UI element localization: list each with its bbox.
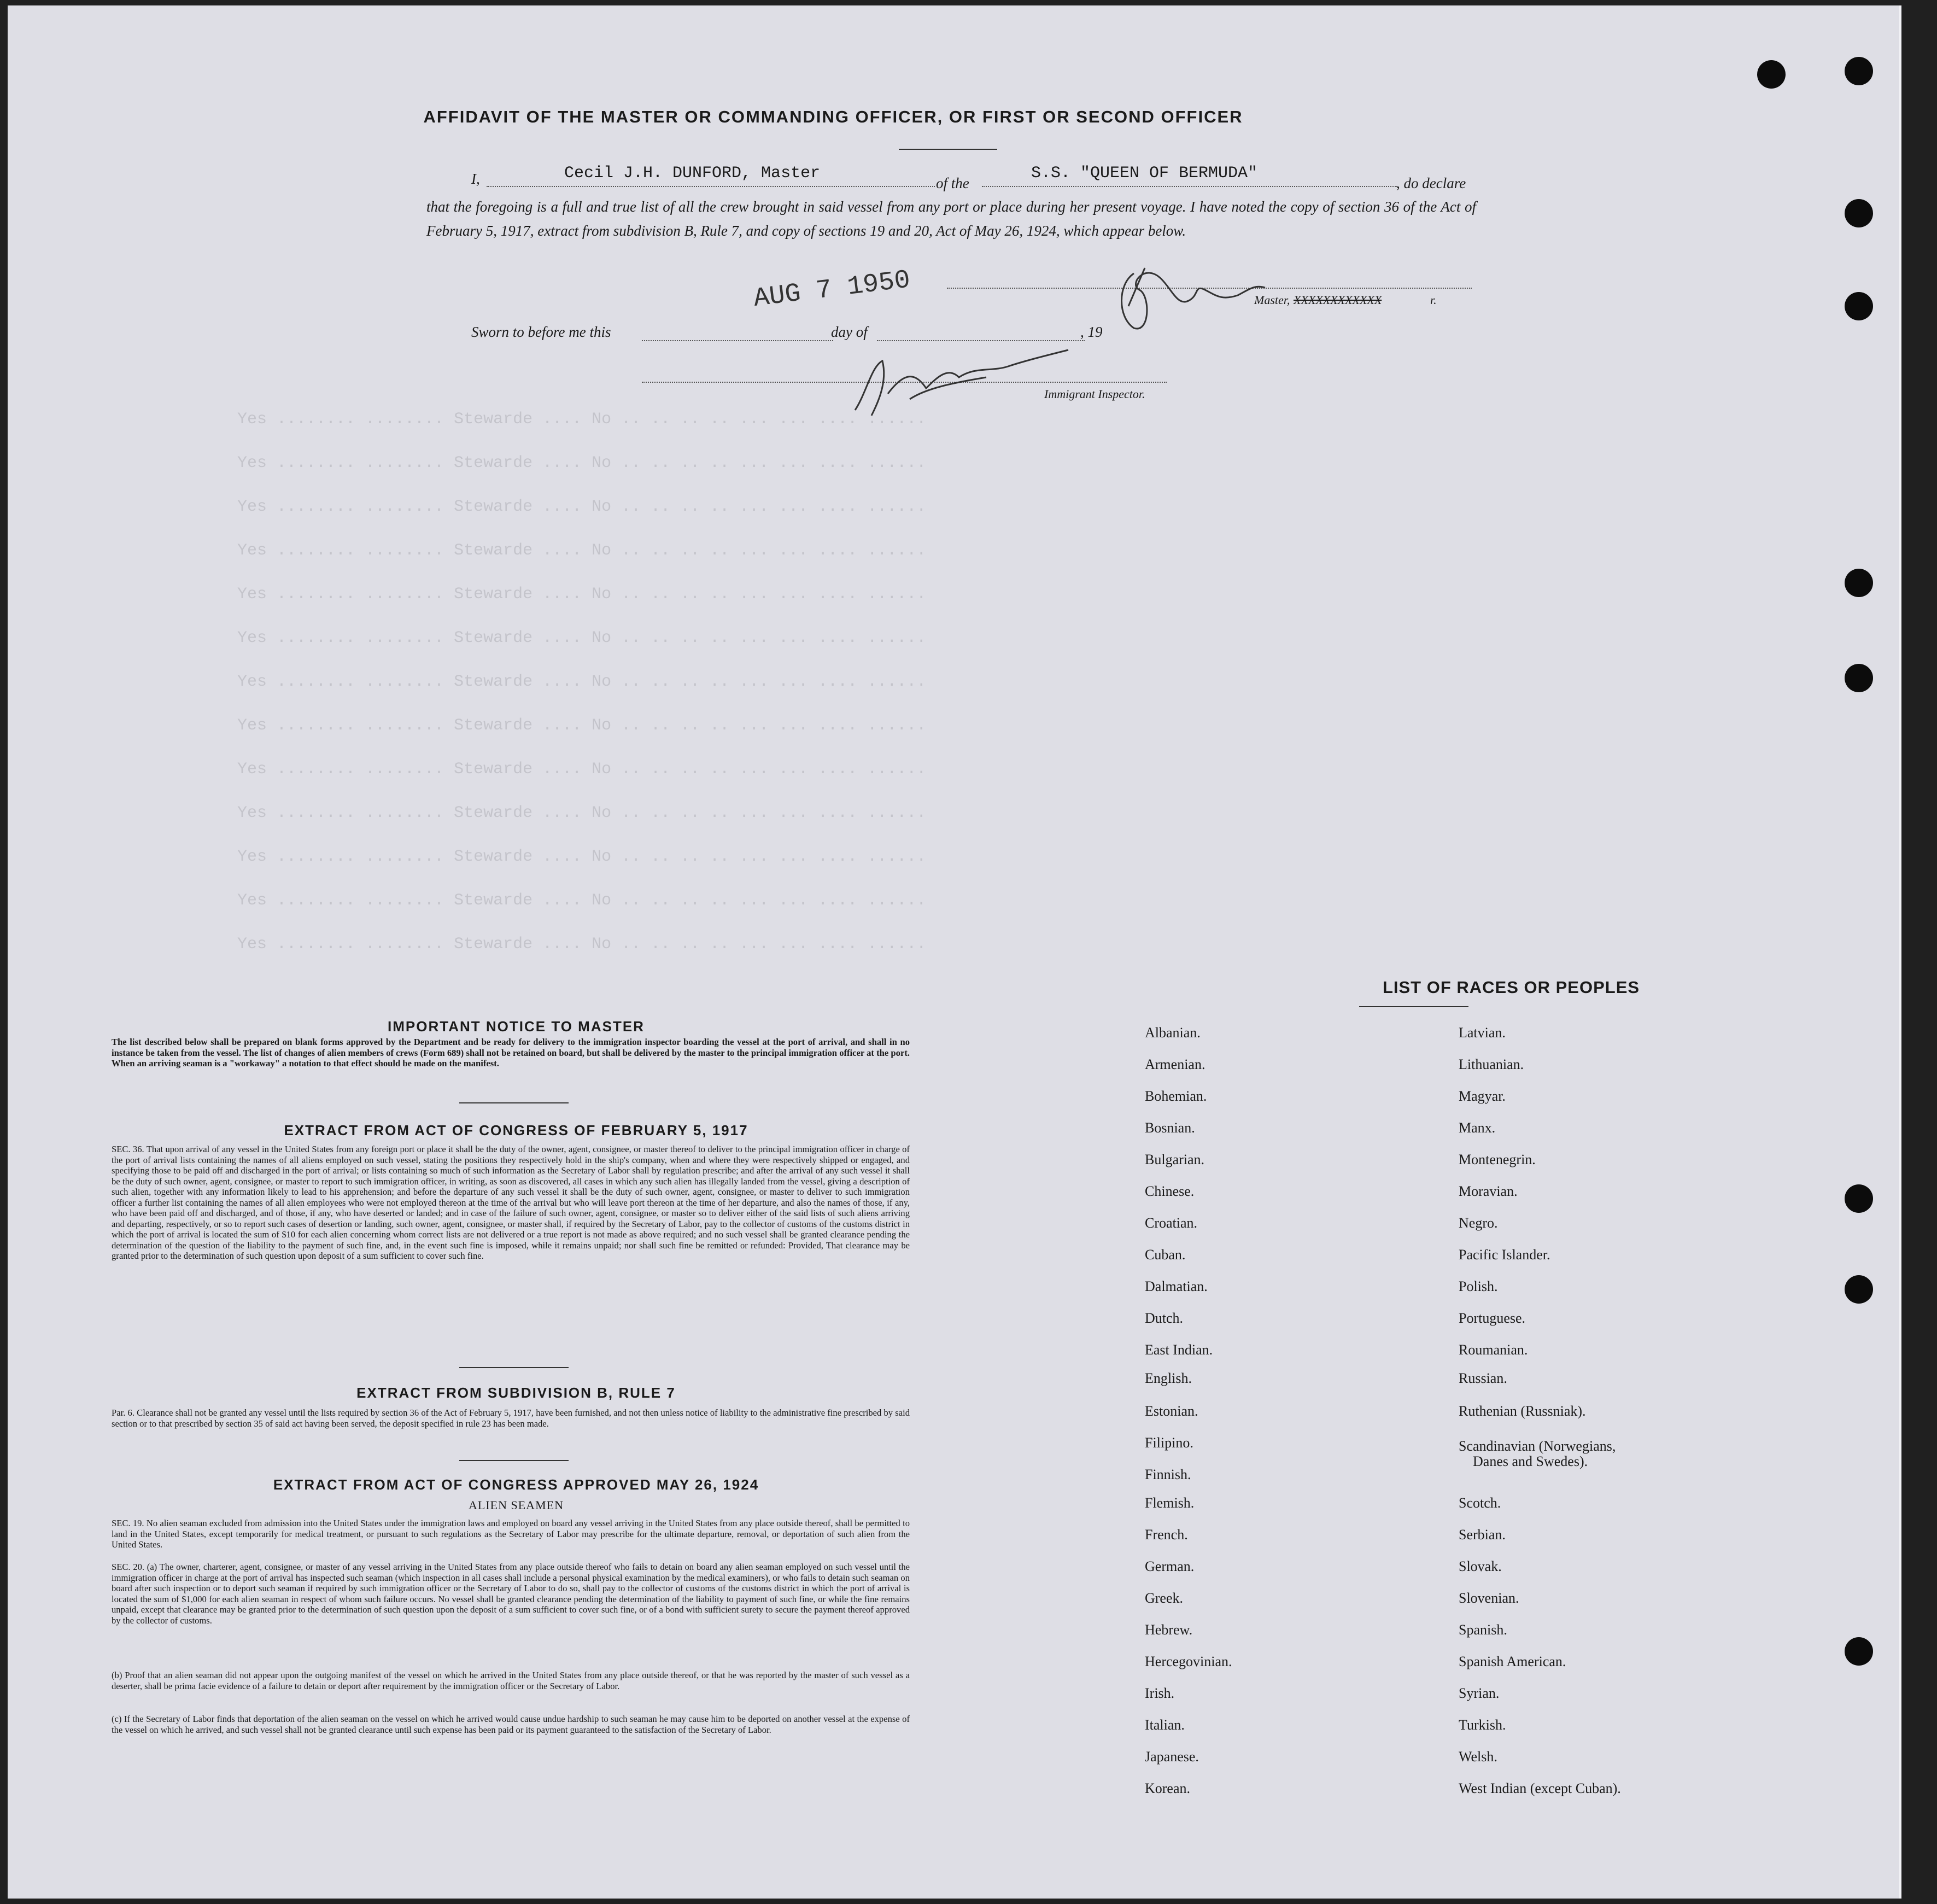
race-right-5: Montenegrin. [1459, 1152, 1536, 1167]
inspector-label: Immigrant Inspector. [1044, 387, 1145, 401]
race-left-21: Hercegovinian. [1145, 1654, 1232, 1669]
race-left-5: Bulgarian. [1145, 1152, 1205, 1167]
binder-hole [1845, 1275, 1873, 1304]
i-label: I, [471, 171, 480, 187]
officer-suffix: r. [1430, 293, 1437, 307]
race-left-6: Chinese. [1145, 1183, 1195, 1199]
race-left-20: Hebrew. [1145, 1622, 1193, 1638]
binder-hole [1845, 569, 1873, 597]
race-right-17: Slovak. [1459, 1558, 1502, 1574]
races-title: LIST OF RACES OR PEOPLES [1382, 978, 1640, 997]
day-of-label: day of [831, 324, 868, 340]
race-left-9: Dalmatian. [1145, 1278, 1208, 1294]
race-right-14: Scandinavian (Norwegians, [1459, 1438, 1616, 1454]
divider-2 [459, 1367, 569, 1368]
binder-hole [1845, 57, 1873, 85]
race-left-1: Albanian. [1145, 1025, 1201, 1041]
binder-hole [1845, 1637, 1873, 1666]
extract-1917-title: EXTRACT FROM ACT OF CONGRESS OF FEBRUARY 5, 1917 [284, 1122, 748, 1138]
race-left-4: Bosnian. [1145, 1120, 1195, 1136]
race-right-11: Roumanian. [1459, 1342, 1528, 1358]
notice-body: The list described below shall be prepared on blank forms approved by the Department and be ready for delivery to the immigration inspector boarding the vessel at the port of arrival, and shall in no instance be taken from the vessel. The list of changes of alien members of crews (Form 689) shall not be retained on board, but shall be delivered by the master to the principal immigration officer at the port. When an arriving seaman is a "workaway" a notation to that effect should be made on the manifest. [112, 1037, 910, 1068]
extract-1924-title: EXTRACT FROM ACT OF CONGRESS APPROVED MAY 26, 1924 [273, 1476, 759, 1493]
race-left-23: Italian. [1145, 1717, 1185, 1733]
binder-hole [1757, 60, 1786, 89]
race-left-17: French. [1145, 1527, 1188, 1543]
race-left-8: Cuban. [1145, 1247, 1186, 1263]
race-right-1: Latvian. [1459, 1025, 1506, 1041]
race-right-2: Lithuanian. [1459, 1056, 1524, 1072]
sworn-label: Sworn to before me this [471, 324, 611, 340]
race-right-3: Magyar. [1459, 1088, 1506, 1104]
race-right-12: Russian. [1459, 1370, 1507, 1386]
races-divider [1359, 1006, 1468, 1007]
race-left-11: East Indian. [1145, 1342, 1213, 1358]
divider-1 [459, 1102, 569, 1103]
race-left-13: Estonian. [1145, 1403, 1198, 1419]
do-declare-label: , do declare [1396, 175, 1466, 191]
race-right-9: Polish. [1459, 1278, 1498, 1294]
race-left-10: Dutch. [1145, 1310, 1184, 1326]
vessel-name-value: S.S. "QUEEN OF BERMUDA" [1031, 164, 1258, 183]
race-left-3: Bohemian. [1145, 1088, 1207, 1104]
struck-officer-title: XXXXXXXXXXXX [1294, 293, 1382, 307]
extract-rule7-body: Par. 6. Clearance shall not be granted any vessel until the lists required by section 36 of the Act of February 5, 1917, have been furnished, and not then unless notice of liability to the administrative fine prescribed by said section or to that prescribed by section 35 of said act having been served, the deposit specified in rule 23 has been made. [112, 1407, 910, 1429]
declaration-text: that the foregoing is a full and true list of all the crew brought in said vessel from any port or place during her present voyage. I have noted the copy of section 36 of the Act of February 5, 1917, extract from subdivision B, Rule 7, and copy of sections 19 and 20, Act of May 26, 1924, which appear below. [426, 198, 1476, 239]
alien-seamen-subtitle: ALIEN SEAMEN [469, 1498, 564, 1512]
race-left-2: Armenian. [1145, 1056, 1205, 1072]
race-right-20: Spanish American. [1459, 1654, 1566, 1669]
of-the-label: of the [936, 175, 969, 191]
race-left-16: Flemish. [1145, 1495, 1195, 1511]
race-right-21: Syrian. [1459, 1685, 1500, 1701]
divider-3 [459, 1460, 569, 1461]
extract-1924-sec20a: SEC. 20. (a) The owner, charterer, agent, consignee, or master of any vessel arriving in the United States from any place outside thereof who fails to detain on board any alien seaman employed on such vessel until the immigration officer in charge at the port of arrival has inspected such seaman (which inspection in all cases shall include a personal physical examination by the medical examiners), or who fails to detain such seaman on board after such inspection or to deport such seaman if required by such immigration officer or the Secretary of Labor to do so, shall pay to the collector of customs of the customs district in which the port of arrival is located the sum of $1,000 for each alien seaman in respect of whom such failure occurs. No vessel shall be granted clearance pending the determination of the liability to payment of such fine, or while the fine remains unpaid, except that clearance may be granted prior to the determination of such question upon the deposit of a sum sufficient to cover such fine, or of a bond with sufficient surety to secure the payment thereof approved by the collector of customs. [112, 1562, 910, 1626]
race-right-4: Manx. [1459, 1120, 1496, 1136]
race-left-12: English. [1145, 1370, 1192, 1386]
notice-title: IMPORTANT NOTICE TO MASTER [388, 1018, 645, 1035]
race-right-22: Turkish. [1459, 1717, 1506, 1733]
form-sheet: AFFIDAVIT OF THE MASTER OR COMMANDING OFFICER, OR FIRST OR SECOND OFFICER I, Cecil J.H. DUNFORD, Master of the S.S. "QUEEN OF BERMUDA" , do declare that the foregoing is a full and true list of all the crew brought in said vessel from any port or place during her present voyage. I have noted the copy of section 36 of the Act of February 5, 1917, extract from subdivision B, Rule 7, and copy of sections 19 and 20, Act of May 26, 1924, which appear below. Master, XXXXXXXXXXXX r. Sworn to before me this AUG 7 1950 day of , 19 Immigrant Inspector. Yes ........ ........ Stewarde .... No .. .. .. .. ... ... .... ...... Yes ........ ........ Stewarde .... No .. .. .. .. ... ... .... ...... Yes ........ ........ Stewarde .... No .. .. .. .. ... ... .... ...... Yes ........ ........ Stewarde .... No .. .. .. .. ... ... .... ...... Yes ........ ........ Stewarde .... No .. .. .. .. ... ... .... ...... Yes ........ ........ Stewarde .... No .. .. .. .. ... ... .... ...... Yes ........ ........ Stewarde .... No .. .. .. .. ... ... .... ...... Yes ........ ........ Stewarde .... No .. .. .. .. ... ... .... ...... Yes ........ ........ Stewarde .... No .. .. .. .. ... ... .... ...... Yes ........ ........ Stewarde .... No .. .. .. .. ... ... .... ...... Yes ........ ........ Stewarde .... No .. .. .. .. ... ... .... ...... Yes ........ ........ Stewarde .... No .. .. .. .. ... ... .... ...... Yes ........ ........ Stewarde .... No .. .. .. .. ... ... .... ...... IMPORTANT NOTICE TO MASTER The list described below shall be prepared on blank forms approved by the Department and be ready for delivery to the immigration inspector boarding the vessel at the port of arrival, and shall in no instance be taken from the vessel. The list of changes of alien members of crews (Form 689) shall not be retained on board, but shall be delivered by the master to the principal immigration officer at the port. When an arriving seaman is a "workaway" a notation to that effect should be made on the manifest. EXTRACT FROM ACT OF CONGRESS OF FEBRUARY 5, 1917 SEC. 36. That upon arrival of any vessel in the United States from any foreign port or place it shall be the duty of the owner, agent, consignee, or master thereof to deliver to the principal immigration officer in charge of the port of arrival lists containing the names of all aliens employed on such vessel, stating the positions they respectively hold in the ship's company, when and where they were respectively shipped or engaged, and specifying those to be paid off and discharged in the port of arrival; or lists containing so much of such information as the Secretary of Labor shall by regulation prescribe; and after the arrival of any such vessel it shall be the duty of such owner, agent, consignee, or master to report to such immigration officer, in writing, as soon as discovered, all cases in which any such alien has illegally landed from the vessel, giving a description of such alien, together with any information likely to lead to his apprehension; and before the departure of any such vessel it shall be the duty of such owner, agent, consignee, or master to deliver to such immigration officer a further list containing the names of all alien employees who were not employed thereon at the time of the arrival but who will leave port thereon at the time of her departure, and also the names of those, if any, who have been paid off and discharged, and of those, if any, who have deserted or landed; and in case of the failure of such owner, agent, consignee, or master so to deliver either of the said lists of such aliens arriving and departing, respectively, or so to report such cases of desertion or landing, such owner, agent, consignee, or master shall, if required by the Secretary of Labor, pay to the collector of customs of the customs district in which the port of arrival is located the sum of $10 for each alien concerning whom correct lists are not delivered or a true report is not made as above required; and no such vessel shall be granted clearance pending the determination of the question of the liability to the payment of such fine, and, in the event such fine is imposed, while it remains unpaid; nor shall such fine be remitted or refunded: Provided, That clearance may be granted prior to the determination of such question upon deposit of a sum sufficient to cover such fine. EXTRACT FROM SUBDIVISION B, RULE 7 Par. 6. Clearance shall not be granted any vessel until the lists required by section 36 of the Act of February 5, 1917, have been furnished, and not then unless notice of liability to the administrative fine prescribed by said section or to that prescribed by section 35 of said act having been served, the deposit specified in rule 23 has been made. EXTRACT FROM ACT OF CONGRESS APPROVED MAY 26, 1924 ALIEN SEAMEN SEC. 19. No alien seaman excluded from admission into the United States under the immigration laws and employed on board any vessel arriving in the United States from any place outside thereof, shall be permitted to land in the United States, except temporarily for medical treatment, or pursuant to such regulations as the Secretary of Labor may prescribe for the ultimate departure, removal, or deportation of such alien from the United States. SEC. 20. (a) The owner, charterer, agent, consignee, or master of any vessel arriving in the United States from any place outside thereof who fails to detain on board any alien seaman employed on such vessel until the immigration officer in charge at the port of arrival has inspected such seaman (which inspection in all cases shall include a personal physical examination by the medical examiners), or who fails to detain such seaman on board after such inspection or to deport such seaman if required by such immigration officer or the Secretary of Labor to do so, shall pay to the collector of customs of the customs district in which the port of arrival is located the sum of $1,000 for each alien seaman in respect of whom such failure occurs. No vessel shall be granted clearance pending the determination of the liability to payment of such fine, or while the fine remains unpaid, except that clearance may be granted prior to the determination of such question upon the deposit of a sum sufficient to cover such fine, or of a bond with sufficient surety to secure the payment thereof approved by the collector of customs. (b) Proof that an alien seaman did not appear upon the outgoing manifest of the vessel on which he arrived in the United States from any place outside thereof, or that he was reported by the master of such vessel as a deserter, shall be prima facie evidence of a failure to detain or deport after requirement by the immigration officer or the Secretary of Labor. (c) If the Secretary of Labor finds that deportation of the alien seaman on the vessel on which he arrived would cause undue hardship to such seaman he may cause him to be deported on another vessel at the expense of the vessel on which he arrived, and such vessel shall not be granted clearance until such expense has been paid or its payment guaranteed to the satisfaction of the Secretary of Labor. LIST OF RACES OR PEOPLES Albanian. Armenian. Bohemian. Bosnian. Bulgarian. Chinese. Croatian. Cuban. Dalmatian. Dutch. East Indian. English. Estonian. Filipino. Finnish. Flemish. French. German. Greek. Hebrew. Hercegovinian. Irish. Italian. Japanese. Korean. Latvian. Lithuanian. Magyar. Manx. Montenegrin. Moravian. Negro. Pacific Islander. Polish. Portuguese. Roumanian. Russian. Ruthenian (Russniak). Scandinavian (Norwegians, Danes and Swedes). Scotch. Serbian. Slovak. Slovenian. Spanish. Spanish American. Syrian. Turkish. Welsh. West Indian (except Cuban). [8, 5, 1901, 1899]
race-left-24: Japanese. [1145, 1749, 1199, 1765]
extract-1924-sec20c: (c) If the Secretary of Labor finds that deportation of the alien seaman on the vessel on which he arrived would cause undue hardship to such seaman he may cause him to be deported on another vessel at the expense of the vessel on which he arrived, and such vessel shall not be granted clearance until such expense has been paid or its payment guaranteed to the satisfaction of the Secretary of Labor. [112, 1714, 910, 1735]
race-left-7: Croatian. [1145, 1215, 1198, 1231]
race-left-18: German. [1145, 1558, 1195, 1574]
race-left-15: Finnish. [1145, 1467, 1191, 1482]
date-stamp: AUG 7 1950 [752, 265, 912, 314]
race-right-8: Pacific Islander. [1459, 1247, 1550, 1263]
race-right-16: Serbian. [1459, 1527, 1506, 1543]
title-divider [899, 149, 997, 150]
binder-hole [1845, 1184, 1873, 1213]
race-right-24: West Indian (except Cuban). [1459, 1780, 1621, 1796]
race-right-7: Negro. [1459, 1215, 1498, 1231]
race-right-10: Portuguese. [1459, 1310, 1526, 1326]
master-label: Master, [1254, 293, 1290, 307]
race-right-14-cont: Danes and Swedes). [1473, 1453, 1588, 1469]
race-left-19: Greek. [1145, 1590, 1184, 1606]
race-right-19: Spanish. [1459, 1622, 1507, 1638]
extract-1924-sec20b: (b) Proof that an alien seaman did not appear upon the outgoing manifest of the vessel on which he arrived in the United States from any place outside thereof, or that he was reported by the master of such vessel as a deserter, shall be prima facie evidence of a failure to detain or deport after requirement by the immigration officer or the Secretary of Labor. [112, 1670, 910, 1691]
race-right-18: Slovenian. [1459, 1590, 1519, 1606]
race-left-25: Korean. [1145, 1780, 1191, 1796]
year-prefix: , 19 [1080, 324, 1103, 340]
race-right-6: Moravian. [1459, 1183, 1518, 1199]
race-left-22: Irish. [1145, 1685, 1175, 1701]
race-right-13: Ruthenian (Russniak). [1459, 1403, 1586, 1419]
extract-1917-body: SEC. 36. That upon arrival of any vessel in the United States from any foreign port or place it shall be the duty of the owner, agent, consignee, or master thereof to deliver to the principal immigration officer in charge of the port of arrival lists containing the names of all aliens employed on such vessel, stating the positions they respectively hold in the ship's company, when and where they were respectively shipped or engaged, and specifying those to be paid off and discharged in the port of arrival; or lists containing so much of such information as the Secretary of Labor shall by regulation prescribe; and after the arrival of any such vessel it shall be the duty of such owner, agent, consignee, or master to report to such immigration officer, in writing, as soon as discovered, all cases in which any such alien has illegally landed from the vessel, giving a description of such alien, together with any information likely to lead to his apprehension; and before the departure of any such vessel it shall be the duty of such owner, agent, consignee, or master to deliver to such immigration officer a further list containing the names of all alien employees who were not employed thereon at the time of the arrival but who will leave port thereon at the time of her departure, and also the names of those, if any, who have been paid off and discharged, and of those, if any, who have deserted or landed; and in case of the failure of such owner, agent, consignee, or master so to deliver either of the said lists of such aliens arriving and departing, respectively, or so to report such cases of desertion or landing, such owner, agent, consignee, or master shall, if required by the Secretary of Labor, pay to the collector of customs of the customs district in which the port of arrival is located the sum of $10 for each alien concerning whom correct lists are not delivered or a true report is not made as above required; and no such vessel shall be granted clearance pending the determination of the question of the liability to the payment of such fine, and, in the event such fine is imposed, while it remains unpaid; nor shall such fine be remitted or refunded: Provided, That clearance may be granted prior to the determination of such question upon deposit of a sum sufficient to cover such fine. [112, 1144, 910, 1261]
race-right-23: Welsh. [1459, 1749, 1497, 1765]
extract-1924-sec19: SEC. 19. No alien seaman excluded from admission into the United States under the immigration laws and employed on board any vessel arriving in the United States from any place outside thereof, shall be permitted to land in the United States, except temporarily for medical treatment, or pursuant to such regulations as the Secretary of Labor may prescribe for the ultimate departure, removal, or deportation of such alien from the United States. [112, 1518, 910, 1550]
sworn-day-field[interactable] [642, 334, 833, 341]
extract-rule7-title: EXTRACT FROM SUBDIVISION B, RULE 7 [356, 1385, 676, 1401]
race-right-15: Scotch. [1459, 1495, 1501, 1511]
race-left-14: Filipino. [1145, 1435, 1193, 1451]
sworn-month-field[interactable] [877, 334, 1085, 341]
affidavit-title: AFFIDAVIT OF THE MASTER OR COMMANDING OFFICER, OR FIRST OR SECOND OFFICER [423, 107, 1243, 126]
binder-hole [1845, 664, 1873, 692]
master-name-value: Cecil J.H. DUNFORD, Master [564, 164, 821, 183]
binder-hole [1845, 199, 1873, 227]
master-signature [1112, 252, 1271, 344]
binder-hole [1845, 292, 1873, 320]
